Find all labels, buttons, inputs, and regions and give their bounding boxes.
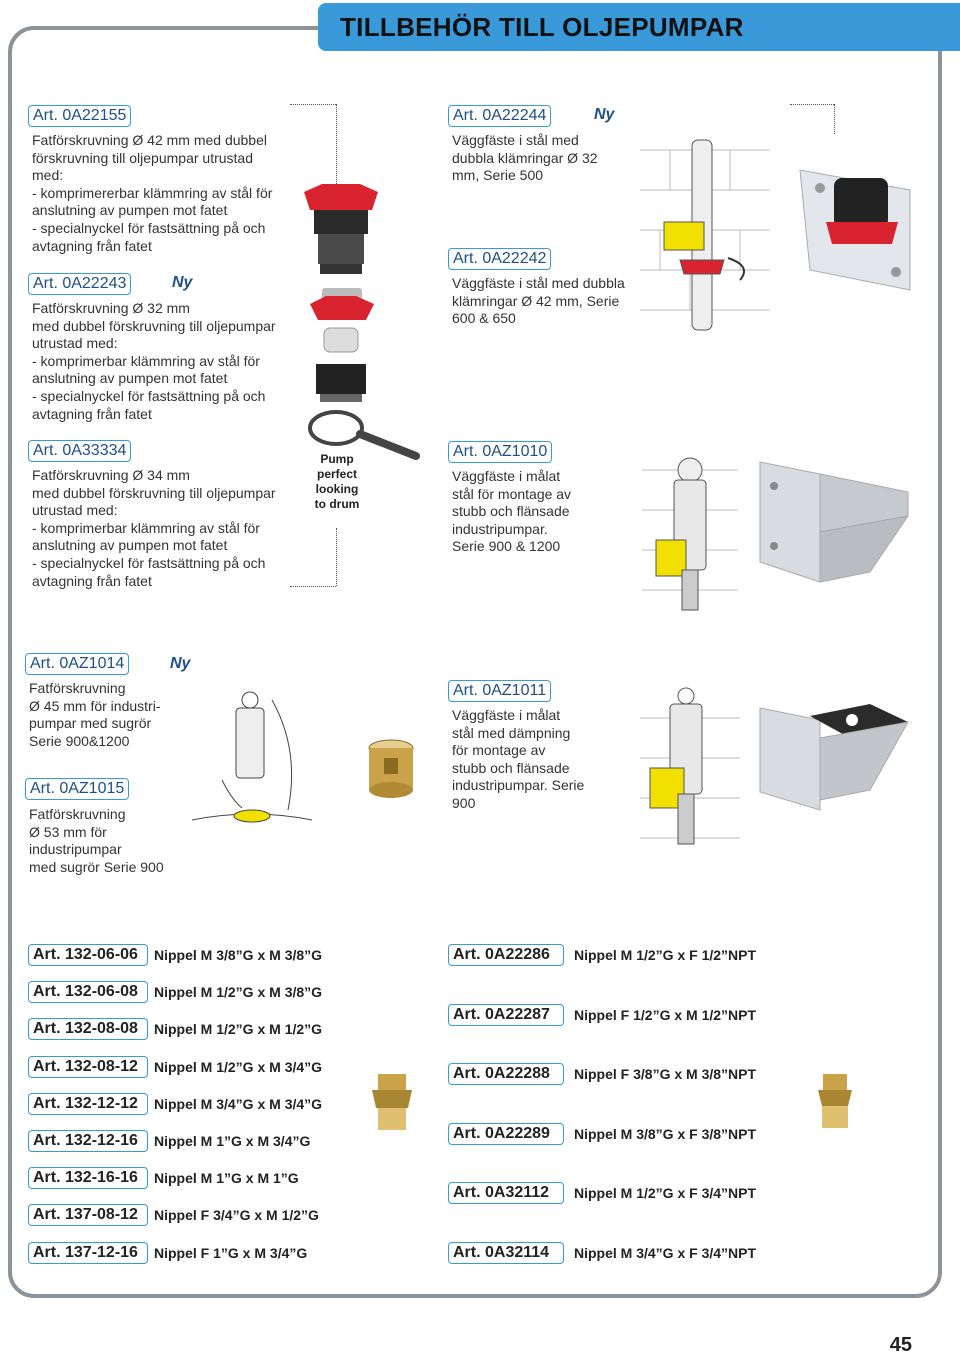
- bracket-line: [834, 104, 835, 134]
- nipple-art-number: Art. 132-06-08: [28, 981, 148, 1003]
- industrial-mount-sketch: [642, 440, 738, 620]
- nipple-art-number: Art. 132-16-16: [28, 1167, 148, 1189]
- bracket-line: [290, 104, 336, 105]
- nipple-description: Nippel M 1”G x M 1”G: [154, 1170, 299, 1187]
- nipple-art-number: Art. 0A32112: [448, 1182, 564, 1204]
- drum-fitting-image: [296, 180, 386, 460]
- nipple-description: Nippel M 1/2”G x F 1/2”NPT: [574, 947, 757, 963]
- header-banner: [318, 3, 960, 51]
- wall-bracket-image: [760, 700, 910, 810]
- nipple-art-number: Art. 132-12-16: [28, 1130, 148, 1152]
- art-label-0A22155: Art. 0A22155: [28, 105, 131, 127]
- industrial-mount-sketch: [640, 688, 740, 858]
- nipple-description: Nippel F 3/8”G x M 3/8”NPT: [574, 1066, 757, 1082]
- nipple-description: Nippel F 1”G x M 3/4”G: [154, 1244, 308, 1261]
- art-label-0AZ1014: Art. 0AZ1014: [25, 653, 129, 675]
- product-description: Fatförskruvning Ø 53 mm för industripumpar med sugrör Serie 900: [29, 806, 164, 875]
- brass-nipple-image: [818, 1074, 852, 1128]
- nipple-art-number: Art. 137-12-16: [28, 1242, 148, 1264]
- pump-note: Pump perfect looking to drum: [314, 452, 360, 511]
- nipple-art-number: Art. 0A22286: [448, 944, 564, 966]
- drum-pump-sketch: [192, 690, 312, 850]
- new-badge: Ny: [170, 655, 191, 672]
- nipple-art-number: Art. 0A22289: [448, 1123, 564, 1145]
- product-description: Fatförskruvning Ø 34 mm med dubbel förskruvning till oljepumpar utrustad med: - komprimerbar klämmring av stål för anslutning av pumpen mot fatet - specialnyckel för fastsättning på och avtagning från fatet: [32, 467, 276, 589]
- product-description: Väggfäste i målat stål för montage av stubb och flänsade industripumpar. Serie 900 & 1200: [452, 468, 572, 555]
- nipple-description: Nippel M 3/4”G x M 3/4”G: [154, 1095, 323, 1112]
- nipple-description: Nippel F 3/4”G x M 1/2”G: [154, 1207, 319, 1224]
- nipple-art-number: Art. 132-06-06: [28, 944, 148, 966]
- nipple-art-number: Art. 132-12-12: [28, 1093, 148, 1115]
- nipple-art-number: Art. 137-08-12: [28, 1204, 148, 1226]
- page-title: TILLBEHÖR TILL OLJEPUMPAR: [340, 12, 744, 42]
- product-description: Fatförskruvning Ø 42 mm med dubbel förskruvning till oljepumpar utrustad med: - komprimererbar klämmring av stål för anslutning av pumpen mot fatet - specialnyckel för fastsättning på och avtagning från fatet: [32, 132, 273, 254]
- nipple-description: Nippel M 3/8”G x M 3/8”G: [154, 947, 323, 963]
- wall-mount-sketch: [640, 130, 770, 340]
- nipple-art-number: Art. 132-08-08: [28, 1018, 148, 1040]
- bracket-line: [790, 104, 834, 105]
- nipple-art-number: Art. 0A22287: [448, 1004, 564, 1026]
- wall-bracket-image: [760, 462, 910, 582]
- nipple-description: Nippel M 1/2”G x M 3/8”G: [154, 984, 323, 1001]
- nipple-description: Nippel M 3/8”G x F 3/8”NPT: [574, 1125, 757, 1142]
- brass-nipple-image: [372, 1074, 412, 1130]
- product-description: Väggfäste i stål med dubbla klämringar Ø 42 mm, Serie 600 & 650: [452, 275, 625, 327]
- bracket-line: [336, 528, 337, 586]
- wall-bracket-image: [790, 160, 920, 300]
- page-number: 45: [889, 1334, 912, 1356]
- nipple-art-number: Art. 0A22288: [448, 1063, 564, 1085]
- art-label-0AZ1015: Art. 0AZ1015: [25, 778, 129, 800]
- art-label-0A22243: Art. 0A22243: [28, 273, 131, 295]
- art-label-0A22244: Art. 0A22244: [448, 105, 551, 127]
- product-description: Fatförskruvning Ø 45 mm för industri- pumpar med sugrör Serie 900&1200: [29, 680, 161, 749]
- art-label-0AZ1010: Art. 0AZ1010: [448, 441, 552, 463]
- nipple-art-number: Art. 0A32114: [448, 1242, 564, 1264]
- new-badge: Ny: [172, 274, 193, 291]
- brass-bung-image: [366, 740, 416, 800]
- nipple-description: Nippel F 1/2”G x M 1/2”NPT: [574, 1006, 757, 1023]
- product-description: Väggfäste i stål med dubbla klämringar Ø 32 mm, Serie 500: [452, 132, 598, 184]
- nipple-description: Nippel M 1/2”G x M 1/2”G: [154, 1021, 323, 1038]
- art-label-0AZ1011: Art. 0AZ1011: [448, 680, 551, 702]
- nipple-description: Nippel M 1”G x M 3/4”G: [154, 1133, 311, 1149]
- art-label-0A22242: Art. 0A22242: [448, 248, 551, 270]
- nipple-description: Nippel M 1/2”G x M 3/4”G: [154, 1058, 323, 1075]
- product-description: Fatförskruvning Ø 32 mm med dubbel förskruvning till oljepumpar utrustad med: - komprimerbar klämmring av stål för anslutning av pumpen mot fatet - specialnyckel för fastsättning på och avtagning från fatet: [32, 300, 276, 422]
- nipple-description: Nippel M 3/4”G x F 3/4”NPT: [574, 1244, 757, 1261]
- product-description: Väggfäste i målat stål med dämpning för montage av stubb och flänsade industripumpar. Serie 900: [452, 707, 585, 811]
- new-badge: Ny: [594, 106, 615, 123]
- nipple-description: Nippel M 1/2”G x F 3/4”NPT: [574, 1185, 757, 1201]
- nipple-art-number: Art. 132-08-12: [28, 1056, 148, 1078]
- bracket-line: [290, 586, 336, 587]
- art-label-0A33334: Art. 0A33334: [28, 440, 131, 462]
